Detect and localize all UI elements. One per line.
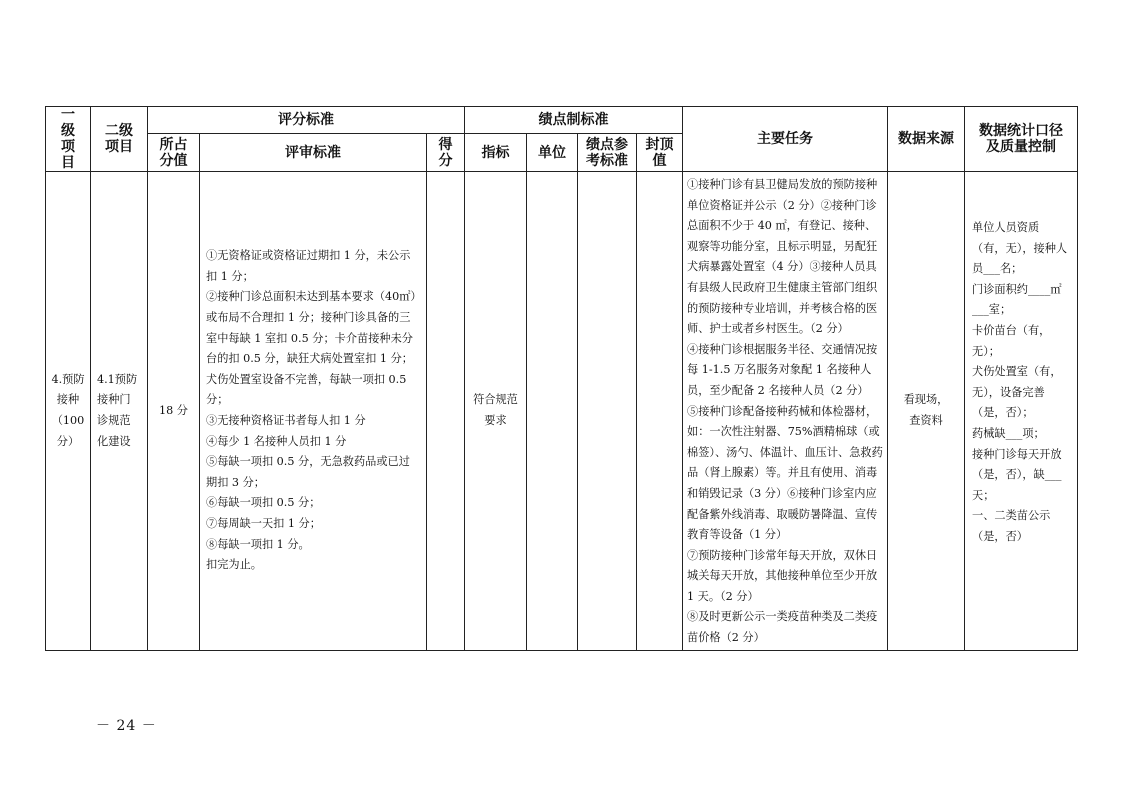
header-indicator: 指标 bbox=[465, 134, 527, 172]
header-ref-standard: 绩点参考标准 bbox=[578, 134, 637, 172]
quality-line: 门诊面积约____㎡ bbox=[972, 282, 1062, 296]
cell-review-standard bbox=[200, 172, 427, 651]
header-main-tasks: 主要任务 bbox=[683, 107, 888, 172]
quality-line: 单位人员资质（有，无），接种人员___名； bbox=[972, 221, 1068, 276]
cell-unit bbox=[527, 172, 578, 651]
review-line: ⑦每周缺一天扣 1 分； bbox=[206, 516, 321, 530]
review-line: ④每少 1 名接种人员扣 1 分 bbox=[206, 434, 347, 448]
review-line: ⑥每缺一项扣 0.5 分； bbox=[206, 496, 321, 510]
quality-line: 接种门诊每天开放（是，否），缺___天； bbox=[972, 447, 1062, 502]
task-line: ①接种门诊有县卫健局发放的预防接种单位资格证并公示（2 分）②接种门诊总面积不少于 40 ㎡，有登记、接种、观察等功能分室，且标示明显，另配狂犬病暴露处置室（4 分）③接种人员具有县级人民政府卫生健康主管部门组织的预防接种专业培训，并考核合格的医师、护士或者乡村医生。（2 分） bbox=[687, 178, 878, 336]
header-performance-standard: 绩点制标准 bbox=[465, 107, 683, 134]
cell-level1: 4.预防接种（100分） bbox=[46, 172, 91, 651]
cell-data-source: 看现场，查资料 bbox=[888, 172, 965, 651]
review-line: ①无资格证或资格证过期扣 1 分，未公示扣 1 分； bbox=[206, 249, 411, 283]
header-points-share: 所占分值 bbox=[148, 134, 200, 172]
task-line: ⑤接种门诊配备接种药械和体检器材，如：一次性注射器、75%酒精棉球（或棉签）、汤勺、体温计、血压计、急救药品（肾上腺素）等。并且有使用、消毒和销毁记录（3 分）⑥接种门诊室内应配备紫外线消毒、取暖防暑降温、宣传教育等设备（1 分） bbox=[687, 404, 883, 542]
quality-line: 犬伤处置室（有，无），设备完善（是，否）； bbox=[972, 365, 1062, 420]
header-data-source: 数据来源 bbox=[888, 107, 965, 172]
cell-indicator: 符合规范要求 bbox=[465, 172, 527, 651]
quality-line: ___室； bbox=[972, 303, 1012, 317]
header-unit: 单位 bbox=[527, 134, 578, 172]
evaluation-table bbox=[45, 106, 1078, 651]
table-row bbox=[46, 172, 1078, 651]
header-scoring-standard: 评分标准 bbox=[148, 107, 465, 134]
quality-line: 一、二类苗公示（是，否） bbox=[972, 509, 1051, 543]
task-line: ⑦预防接种门诊常年每天开放，双休日城关每天开放，其他接种单位至少开放 1 天。（2 分） bbox=[687, 548, 881, 603]
review-line: ⑤每缺一项扣 0.5 分，无急救药品或已过期扣 3 分； bbox=[206, 455, 410, 489]
cell-stat-quality bbox=[965, 172, 1078, 651]
quality-line: 药械缺___项； bbox=[972, 426, 1045, 440]
header-stat-quality: 数据统计口径及质量控制 bbox=[965, 107, 1078, 172]
task-line: ④接种门诊根据服务半径、交通情况按每 1-1.5 万名服务对象配 1 名接种人员，至少配备 2 名接种人员（2 分） bbox=[687, 342, 878, 397]
header-review-standard: 评审标准 bbox=[200, 134, 427, 172]
review-line: 扣完为止。 bbox=[206, 558, 262, 572]
header-level2: 二级项目 bbox=[91, 107, 148, 172]
review-line: ③无接种资格证书者每人扣 1 分 bbox=[206, 414, 366, 427]
review-line: ⑧每缺一项扣 1 分。 bbox=[206, 537, 310, 551]
quality-line: 卡价苗台（有，无）； bbox=[972, 323, 1051, 358]
header-score: 得分 bbox=[427, 134, 465, 172]
cell-points: 18 分 bbox=[148, 172, 200, 651]
task-line: ⑧及时更新公示一类疫苗种类及二类疫苗价格（2 分） bbox=[687, 610, 878, 645]
cell-main-tasks bbox=[683, 172, 888, 651]
review-line: ②接种门诊总面积未达到基本要求（40㎡）或布局不合理扣 1 分；接种门诊具备的三室中每缺 1 室扣 0.5 分；卡介苗接种未分台的扣 0.5 分，缺狂犬病处置室扣 1 分；犬伤处置室设备不完善，每缺一项扣 0.5 分； bbox=[206, 290, 417, 407]
cell-ref-standard bbox=[578, 172, 637, 651]
page-number: － 24 － bbox=[96, 718, 157, 734]
cell-score bbox=[427, 172, 465, 651]
header-level1: 一级项目 bbox=[46, 107, 91, 172]
cell-level2: 4.1预防接种门诊规范化建设 bbox=[91, 172, 148, 651]
header-cap-value: 封顶值 bbox=[637, 134, 683, 172]
cell-cap-value bbox=[637, 172, 683, 651]
